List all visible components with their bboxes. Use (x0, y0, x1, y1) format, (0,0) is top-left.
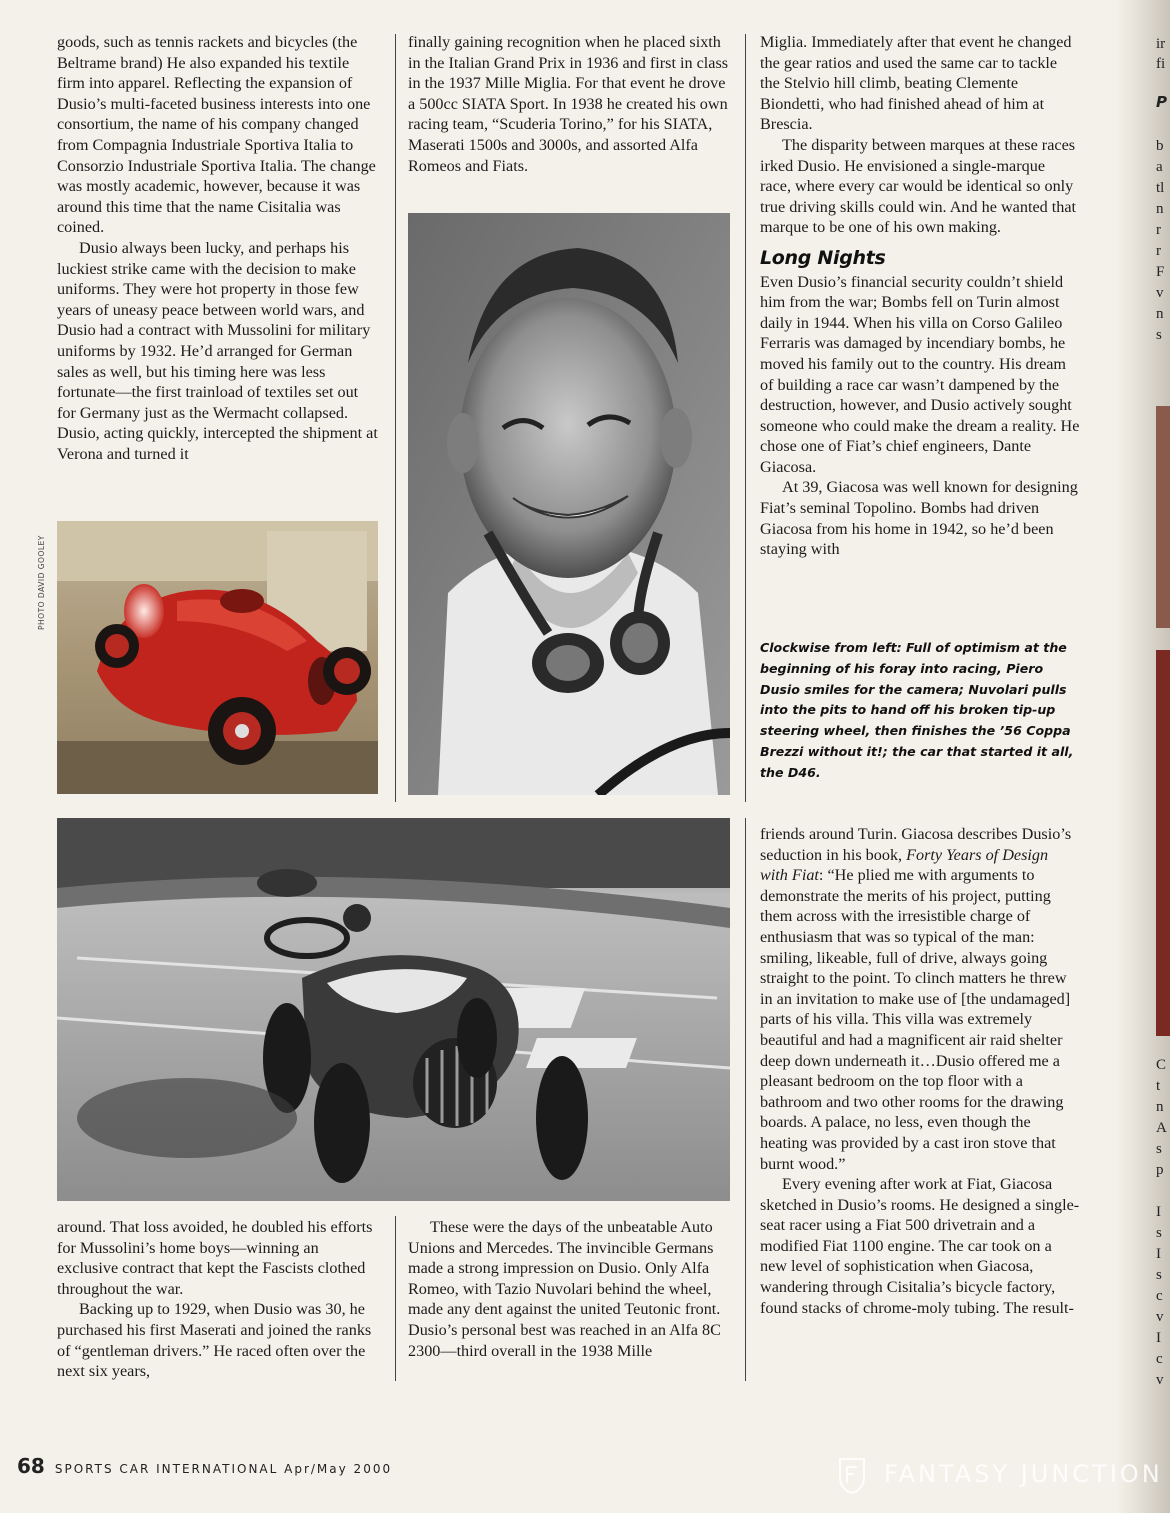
next-page-fragment: v (1156, 1309, 1164, 1325)
next-page-fragment: tl (1156, 180, 1165, 196)
watermark-shield-icon (836, 1455, 868, 1495)
next-page-fragment: b (1156, 138, 1164, 154)
next-page-fragment: s (1156, 1267, 1162, 1283)
article-column-right-middle (760, 824, 1080, 1318)
column-rule (745, 818, 746, 1381)
next-page-fragment: fi (1156, 56, 1166, 72)
paragraph: Dusio always been lucky, and perhaps his luckiest strike came with the decision to make uniforms. They were hot property in those few years of uneasy peace between world wars, and Dusio had a contract with Mussolini for military uniforms by 1932. He’d arranged for German sales as well, but his timing here was less fortunate—the first trainload of textiles set out for Germany just as the Wermacht collapsed. Dusio, acting quickly, intercepted the shipment at Verona and turned it (57, 238, 378, 463)
next-page-fragment: v (1156, 285, 1164, 301)
column-rule (745, 34, 746, 802)
section-subhead: Long Nights (760, 246, 886, 269)
article-column-left-bottom (57, 1217, 379, 1382)
next-page-fragment: I (1156, 1330, 1161, 1346)
paragraph: around. That loss avoided, he doubled his efforts for Mussolini’s home boys—winning an exclusive contract that kept the Fascists clothed throughout the war. (57, 1218, 373, 1298)
next-page-fragment: c (1156, 1351, 1163, 1367)
paragraph: finally gaining recognition when he placed sixth in the Italian Grand Prix in 1936 and first in class in the 1937 Mille Miglia. For that event he drove a 500cc SIATA Sport. In 1938 he created his own racing team, “Scuderia Torino,” for his SIATA, Maserati 1500s and 3000s, and assorted Alfa Romeos and Fiats. (408, 33, 729, 175)
photo-credit: PHOTO DAVID GOOLEY (37, 535, 46, 630)
article-column-middle-top (408, 32, 734, 176)
paragraph: Backing up to 1929, when Dusio was 30, he purchased his first Maserati and joined the ranks of “gentleman drivers.” He raced often over the next six years, (57, 1300, 372, 1381)
column-rule (395, 1216, 396, 1381)
article-column-left-top (57, 32, 379, 464)
paragraph: The disparity between marques at these races irked Dusio. He envisioned a single-marque race, where every car would be identical so only true driving skills could win. And he wanted that marque to be one of his own making. (760, 135, 1077, 237)
next-page-fragment: c (1156, 1288, 1163, 1304)
watermark-text: FANTASY JUNCTION (884, 1460, 1163, 1488)
page-number: 68 (17, 1454, 45, 1478)
photo-caption: Clockwise from left: Full of optimism at the beginning of his foray into racing, Piero Dusio smiles for the camera; Nuvolari pulls into the pits to hand off his broken tip-up steering wheel, then finishes the ’56 Coppa Brezzi without it!; the car that started it all, the D46. (760, 640, 1074, 780)
paragraph: At 39, Giacosa was well known for designing Fiat’s seminal Topolino. Bombs had driven Giacosa from his home in 1942, so he’d been staying with (760, 478, 1078, 559)
paragraph (760, 824, 1080, 1174)
paragraph: goods, such as tennis rackets and bicycles (the Beltrame brand) He also expanded his textile firm into apparel. Reflecting the expansion of Dusio’s multi-faceted business interests into one consortium, the name of his company changed from Compagnia Industriale Sportiva Italia to Consorzio Industriale Sportiva Italia. The change was mostly academic, however, because it was around this time that the name Cisitalia was coined. (57, 33, 376, 237)
photo-dusio-portrait (408, 213, 730, 795)
photo-red-race-car (57, 521, 378, 794)
next-page-fragment: I (1156, 1246, 1161, 1262)
next-page-fragment: C (1156, 1057, 1167, 1073)
next-page-fragment: n (1156, 1099, 1164, 1115)
next-page-fragment: v (1156, 1372, 1164, 1388)
next-page-fragment: F (1156, 264, 1165, 280)
page-footer (17, 1454, 392, 1478)
next-page-fragment: t (1156, 1078, 1161, 1094)
text-run: : “He plied me with arguments to demonstrate the merits of his project, putting them across with the irresistible charge of enthusiasm that was so typical of the man: smiling, likeable, full of drive, always going straight to the point. To clinch matters he threw in an invitation to make use of [the undamaged] parts of his villa. This villa was extremely beautiful and had a magnificent air raid shelter deep down underneath it…Dusio offered me a pleasant bedroom on the top floor with a bathroom and two other rooms for the drawing boards. A palace, no less, even though the heating was provided by a cast iron stove that burnt wood.” (760, 866, 1071, 1173)
next-page-fragment: p (1156, 1162, 1164, 1178)
publication-line: SPORTS CAR INTERNATIONAL Apr/May 2000 (54, 1462, 393, 1476)
paragraph: These were the days of the unbeatable Auto Unions and Mercedes. The invincible Germans made a strong impression on Dusio. Only Alfa Romeo, with Tazio Nuvolari behind the wheel, made any dent against the united Teutonic front. Dusio’s personal best was reached in an Alfa 8C 2300—third overall in the 1938 Mille (408, 1218, 721, 1360)
next-page-fragment: s (1156, 327, 1162, 343)
next-page-fragment: I (1156, 1204, 1161, 1220)
book-title: Forty Years of Design with Fiat (760, 845, 1049, 885)
next-page-fragment: n (1156, 306, 1164, 322)
next-page-fragment: r (1156, 222, 1161, 238)
paragraph: Even Dusio’s financial security couldn’t shield him from the war; Bombs fell on Turin almost daily in 1944. When his villa on Corso Galileo Ferraris was damaged by incendiary bombs, he moved his family out to the country. His dream of building a race car wasn’t dampened by the destruction, however, and Dusio actively sought someone who could make the dream a reality. He chose one of Fiat’s chief engineers, Dante Giacosa. (760, 272, 1080, 476)
next-page-fragment: a (1156, 159, 1163, 175)
next-page-fragment: P (1156, 93, 1167, 111)
article-column-middle-bottom (408, 1217, 734, 1361)
next-page-fragment: A (1156, 1120, 1167, 1136)
paragraph: Miglia. Immediately after that event he changed the gear ratios and used the same car to tackle the Stelvio hill climb, beating Clemente Biondetti, who had finished ahead of him at Brescia. (760, 33, 1072, 134)
next-page-fragment: s (1156, 1141, 1162, 1157)
next-page-fragment: r (1156, 243, 1161, 259)
paragraph: Every evening after work at Fiat, Giacosa sketched in Dusio’s rooms. He designed a single-seat racer using a Fiat 500 drivetrain and a modified Fiat 1100 engine. The car took on a new level of sophistication when Giacosa, wandering through Cisitalia’s bicycle factory, found stacks of chrome-moly tubing. The result- (760, 1175, 1080, 1317)
article-column-right-top (760, 32, 1080, 560)
text-run: friends around Turin. Giacosa describes Dusio’s seduction in his book, (760, 825, 1072, 864)
photo-nuvolari-racing (57, 818, 730, 1201)
next-page-fragment: s (1156, 1225, 1162, 1241)
next-page-fragment: n (1156, 201, 1164, 217)
column-rule (395, 34, 396, 802)
next-page-fragment: ir (1156, 36, 1166, 52)
next-page-edge (1150, 0, 1170, 1513)
